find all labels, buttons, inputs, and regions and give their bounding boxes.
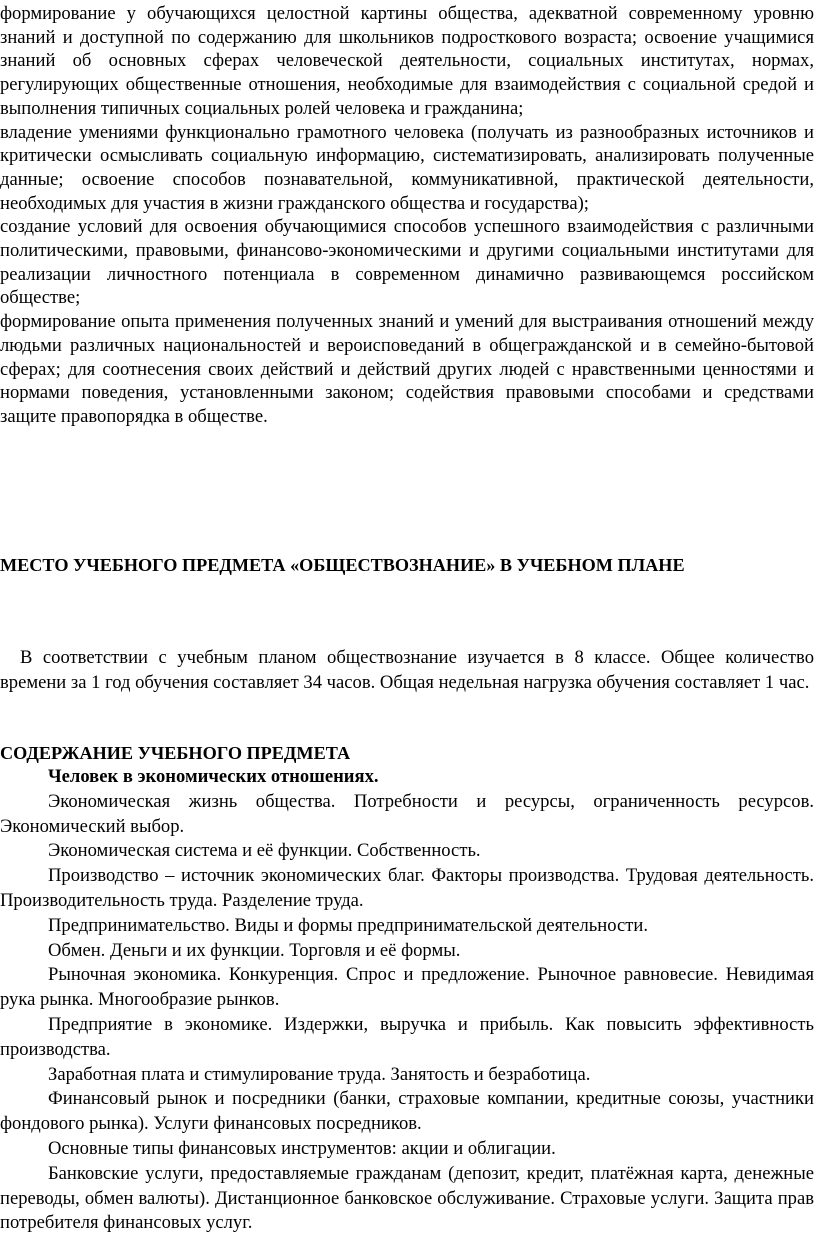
goal-paragraph: формирование опыта применения полученных знаний и умений для выстраивания отношений между людьми различных национальностей и вероисповеданий в общегражданской и в семейно-бытовой сферах; для соотнесения своих действий и действий других людей с нравственными ценностями и нормами поведения, установленными законом; содействия правовыми способами и средствами защите правопорядка в обществе. xyxy=(0,311,814,427)
goal-paragraph: создание условий для освоения обучающимися способов успешного взаимодействия с различными политическими, правовыми, финансово-экономическими и другими социальными институтами для реализации личностного потенциала в современном динамично развивающемся российском обществе; xyxy=(0,216,814,309)
content-section-heading: СОДЕРЖАНИЕ УЧЕБНОГО ПРЕДМЕТА xyxy=(0,743,351,763)
goals-list xyxy=(0,2,814,429)
topic-heading: Человек в экономических отношениях. xyxy=(48,766,379,787)
content-paragraph: Заработная плата и стимулирование труда. Занятость и безработица. xyxy=(48,1063,591,1085)
content-section-body xyxy=(0,765,814,1236)
content-paragraph: Предприятие в экономике. Издержки, выручка и прибыль. Как повысить эффективность производства. xyxy=(0,1013,814,1060)
goal-paragraph: формирование у обучающихся целостной картины общества, адекватной современному уровню знаний и доступной по содержанию для школьников подросткового возраста; освоение учащимися знаний об основных сферах человеческой деятельности, социальных институтах, нормах, регулирующих общественные отношения, необходимые для взаимодействия с социальной средой и выполнения типичных социальных ролей человека и гражданина; xyxy=(0,3,814,119)
place-section-paragraph: В соответствии с учебным планом обществознание изучается в 8 классе. Общее количество времени за 1 год обучения составляет 34 часов. Общая недельная нагрузка обучения составляет 1 час. xyxy=(0,647,814,693)
content-paragraph: Экономическая система и её функции. Собственность. xyxy=(48,840,481,862)
content-paragraph: Банковские услуги, предоставляемые гражданам (депозит, кредит, платёжная карта, денежные переводы, обмен валюты). Дистанционное банковское обслуживание. Страховые услуги. Защита прав потребителя финансовых услуг. xyxy=(0,1162,814,1234)
content-paragraph: Финансовый рынок и посредники (банки, страховые компании, кредитные союзы, участники фондового рынка). Услуги финансовых посредников. xyxy=(0,1088,814,1135)
content-paragraph: Экономическая жизнь общества. Потребности и ресурсы, ограниченность ресурсов. Экономический выбор. xyxy=(0,790,814,837)
place-section-heading: МЕСТО УЧЕБНОГО ПРЕДМЕТА «ОБЩЕСТВОЗНАНИЕ» В УЧЕБНОМ ПЛАНЕ xyxy=(0,555,685,575)
goal-paragraph: владение умениями функционально грамотного человека (получать из разнообразных источников и критически осмысливать социальную информацию, систематизировать, анализировать полученные данные; освоение способов познавательной, коммуникативной, практической деятельности, необходимых для участия в жизни гражданского общества и государства); xyxy=(0,121,814,214)
content-paragraph: Предпринимательство. Виды и формы предпринимательской деятельности. xyxy=(48,914,648,936)
content-paragraph: Обмен. Деньги и их функции. Торговля и её формы. xyxy=(48,939,461,961)
content-paragraph: Рыночная экономика. Конкуренция. Спрос и предложение. Рыночное равновесие. Невидимая рука рынка. Многообразие рынков. xyxy=(0,964,814,1011)
content-paragraph: Основные типы финансовых инструментов: акции и облигации. xyxy=(48,1137,556,1159)
content-paragraph: Производство – источник экономических благ. Факторы производства. Трудовая деятельность. Производительность труда. Разделение труда. xyxy=(0,865,814,911)
